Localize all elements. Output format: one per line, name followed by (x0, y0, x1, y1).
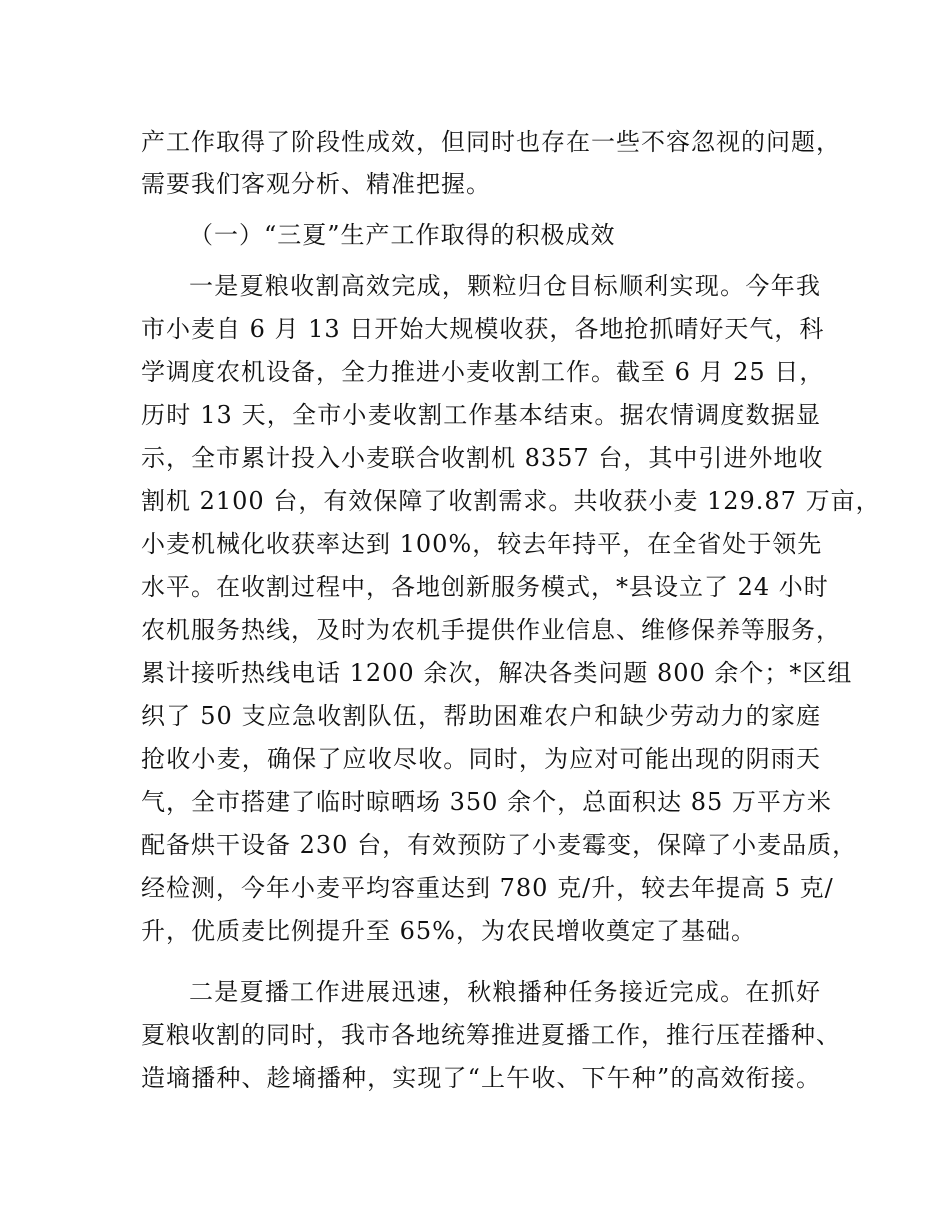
paragraph1-line-1: 一是夏粮收割高效完成，颗粒归仓目标顺利实现。今年我 (189, 272, 821, 300)
section-heading: （一）“三夏”生产工作取得的积极成效 (189, 221, 616, 249)
paragraph1-line-16: 升，优质麦比例提升至 65%，为农民增收奠定了基础。 (141, 917, 756, 945)
intro-line-1: 产工作取得了阶段性成效，但同时也存在一些不容忽视的问题， (141, 128, 841, 156)
paragraph1-line-7: 小麦机械化收获率达到 100%，较去年持平，在全省处于领先 (141, 530, 823, 558)
paragraph1-line-12: 抢收小麦，确保了应收尽收。同时，为应对可能出现的阴雨天 (141, 745, 821, 773)
paragraph1-line-15: 经检测，今年小麦平均容重达到 780 克/升，较去年提高 5 克/ (141, 874, 834, 902)
paragraph1-line-5: 示，全市累计投入小麦联合收割机 8357 台，其中引进外地收 (141, 444, 824, 472)
paragraph1-line-10: 累计接听热线电话 1200 余次，解决各类问题 800 余个；*区组 (141, 659, 853, 687)
paragraph2-line-1: 二是夏播工作进展迅速，秋粮播种任务接近完成。在抓好 (189, 978, 821, 1006)
paragraph2-line-2: 夏粮收割的同时，我市各地统筹推进夏播工作，推行压茬播种、 (141, 1021, 841, 1049)
paragraph1-line-2: 市小麦自 6 月 13 日开始大规模收获，各地抢抓晴好天气，科 (141, 315, 825, 343)
paragraph1-line-8: 水平。在收割过程中，各地创新服务模式，*县设立了 24 小时 (141, 573, 829, 601)
paragraph2-line-3: 造墒播种、趁墒播种，实现了“上午收、下午种”的高效衔接。 (141, 1064, 821, 1092)
paragraph1-line-6: 割机 2100 台，有效保障了收割需求。共收获小麦 129.87 万亩， (141, 487, 881, 515)
paragraph1-line-3: 学调度农机设备，全力推进小麦收割工作。截至 6 月 25 日， (141, 358, 825, 386)
paragraph1-line-9: 农机服务热线，及时为农机手提供作业信息、维修保养等服务， (141, 616, 841, 644)
paragraph1-line-13: 气，全市搭建了临时晾晒场 350 余个，总面积达 85 万平方米 (141, 788, 832, 816)
intro-line-2: 需要我们客观分析、精准把握。 (141, 170, 491, 198)
paragraph1-line-14: 配备烘干设备 230 台，有效预防了小麦霉变，保障了小麦品质， (141, 831, 858, 859)
paragraph1-line-4: 历时 13 天，全市小麦收割工作基本结束。据农情调度数据显 (141, 401, 821, 429)
paragraph1-line-11: 织了 50 支应急收割队伍，帮助困难农户和缺少劳动力的家庭 (141, 702, 821, 730)
